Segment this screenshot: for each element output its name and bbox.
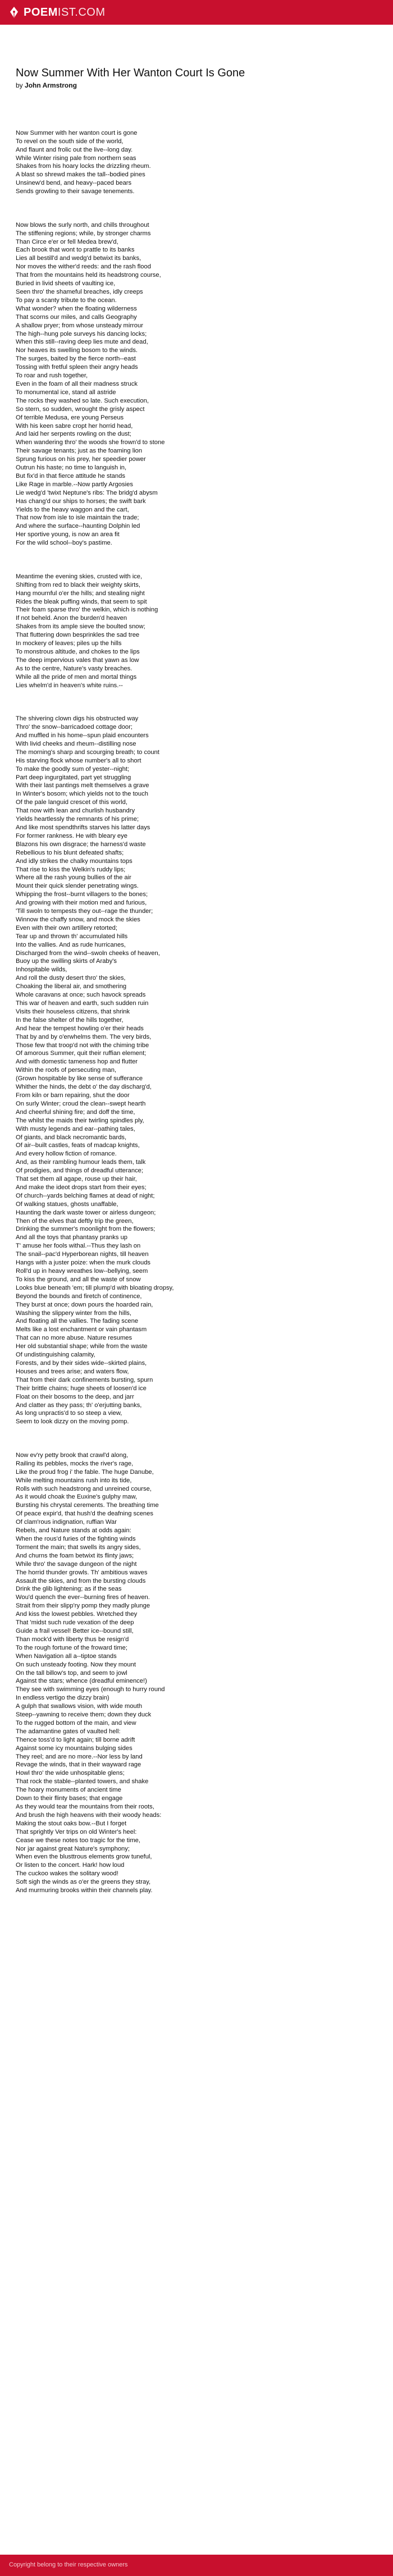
- poem-title: Now Summer With Her Wanton Court Is Gone: [16, 67, 245, 79]
- stanza: Now Summer with her wanton court is gone To revel on the south side of the world, And flaunt and frolic out the live--long day. While Winter rising pale from northern seas Shakes from his hoary locks the drizzling rheum. A blast so shrewd makes the tall--bodied pines Unsinew'd bend, and heavy--paced bears Sends growling to their savage tenements.: [16, 129, 151, 195]
- by-label: by: [16, 81, 23, 89]
- site-footer: [0, 2555, 393, 2576]
- stanza: The shivering clown digs his obstructed way Thro' the snow--barricadoed cottage door; And muffled in his home--spun plaid encounters With livid cheeks and rheum--distilling nose The morning's sharp and scourging breath; to count His starving flock whose number's all to short To make the goodly sum of yester--night; Part deep ingurgitated, part yet struggling With their last pantings melt themselves a grave In Winter's bosom; which yields not to the touch Of the pale languid crescet of this world, That now with lean and churlish husbandry Yields heartlessly the remnants of his prime; And like most spendthrifts starves his latter days For former rankness. He with bleary eye Blazons his own disgrace; the harness'd waste Rebellious to his blunt defeated shafts; And idly strikes the chalky mountains tops That rise to kiss the Welkin's ruddy lips; Where all the rash young bullies of the air Mount their quick slender penetrating wings. Whipping the frost--burnt villagers to the bones; And growing with their motion med and furious, 'Till swoln to tempests they out--rage the thunder; Winnow the chaffy snow, and mock the skies Even with their own artillery retorted; Tear up and thrown th' accumulated hills Into the vallies. And as rude hurricanes, Discharged from the wind--swoln cheeks of heaven, Buoy up the swilling skirts of Araby's Inhospitable wilds, And roll the dusty desert thro' the skies, Choaking the liberal air, and smothering Whole caravans at once; such havock spreads This war of heaven and earth, such sudden ruin Visits their houseless citizens, that shrink In the false shelter of the hills together, And hear the tempest howling o'er their heads That by and by o'erwhelms them. The very birds, Those few that troop'd not with the chiming tribe Of amorous Summer, quit their ruffian element; And with domestic tameness hop and flutter Within the roofs of persecuting man, (Grown hospitable by like sense of sufferance Whither the hinds, the debt o' the day discharg'd, From kiln or barn repairing, shut the door On surly Winter; croud the clean--swept hearth And cheerful shining fire; and doff the time, The whilst the maids their twirling spindles ply, With musty legends and ear--pathing tales, Of giants, and black necromantic bards, Of air--built castles, feats of madcap knights, And every hollow fiction of romance. And, as their rambling humour leads them, talk Of prodigies, and things of dreadful utterance; That set them all agape, rouse up their hair, And make the ideot drops start from their eyes; Of church--yards belching flames at dead of night; Of walking statues, ghosts unaffable, Haunting the dark waste tower or airless dungeon; Then of the elves that deftly trip the green, Drinking the summer's moonlight from the flowers; And all the toys that phantasy pranks up T' amuse her fools withal.--Thus they lash on The snail--pac'd Hyperborean nights, till heaven Hangs with a juster poize: when the murk clouds Roll'd up in heavy wreathes low--bellying, seem To kiss the ground, and all the waste of snow Looks blue beneath 'em; till plump'd with bloating dropsy, Beyond the bounds and firetch of continence, They burst at once; down pours the hoarded rain, Washing the slippery winter from the hills, And floating all the vallies. The fading scene Melts like a lost enchantment or vain phantasm That can no more abuse. Nature resumes Her old substantial shape; while from the waste Of undistinguishing calamity, Forests, and by their sides wide--skirted plains, Houses and trees arise; and waters flow, That from their dark confinements bursting, spurn Their brittle chains; huge sheets of loosen'd ice Float on their bosoms to the deep, and jarr And clatter as they pass; th' o'erjutting banks, As long unpractis'd to so steep a view, Seem to look dizzy on the moving pomp.: [16, 715, 174, 1426]
- poem-content: [16, 66, 353, 1912]
- pen-nib-icon: [8, 6, 20, 19]
- byline: [16, 81, 353, 90]
- stanza: Now blows the surly north, and chills throughout The stiffening regions; while, by stronger charms Than Circe e'er or fell Medea brew'd, Each brook that wont to prattle to its banks Lies all bestill'd and wedg'd betwixt its banks, Nor moves the wither'd reeds: and the rash flood That from the mountains held its headstrong course, Buried in livid sheets of vaulting ice, Seen thro' the shameful breaches, idly creeps To pay a scanty tribute to the ocean. What wonder? when the floating wilderness That scorns our miles, and calls Geography A shallow pryer; from whose unsteady mirrour The high--hung pole surveys his dancing locks; When this still--raving deep lies mute and dead, Nor heaves its swelling bosom to the winds. The surges, baited by the fierce north--east Tossing with fretful spleen their angry heads To roar and rush together, Even in the foam of all their madness struck To monumental ice, stand all astride The rocks they washed so late. Such execution, So stern, so sudden, wrought the grisly aspect Of terrible Medusa, ere young Perseus With his keen sabre cropt her horrid head, And laid her serpents rowling on the dust; When wandering thro' the woods she frown'd to stone Their savage tenants; just as the foaming lion Sprung furious on his prey, her speedier power Outrun his haste; no time to languish in, But fix'd in that fierce attitude he stands Like Rage in marble.--Now partly Argosies Lie wedg'd 'twixt Neptune's ribs: The bridg'd abysm Has chang'd our ships to horses; the swift bark Yields to the heavy waggon and the cart, That now from isle to isle maintain the trade; And where the surface--haunting Dolphin led Her sportive young, is now an area fit For the wild school--boy's pastime.: [16, 221, 165, 547]
- copyright-text: Copyright belong to their respective owners: [9, 2561, 128, 2568]
- site-header: [0, 0, 393, 25]
- author-link[interactable]: John Armstrong: [25, 81, 77, 89]
- brand-bold: POEM: [24, 6, 58, 19]
- stanza: Now ev'ry petty brook that crawl'd along, Railing its pebbles, mocks the river's rage, Like the proud frog i' the fable. The huge Danube, While melting mountains rush into its tide, Rolls with such headstrong and unreined course, As it would choak the Euxine's gulphy maw, Bursting his chrystal cerements. The breathing time Of peace expir'd, that hush'd the deafning scenes Of clam'rous indignation, ruffian War Rebels, and Nature stands at odds again: When the rous'd furies of the fighting winds Torment the main; that swells its angry sides, And churns the foam betwixt its flinty jaws; While thro' the savage dungeon of the night The horrid thunder growls. Th' ambitious waves Assault the skies, and from the bursting clouds Drink the glib lightening; as if the seas Wou'd quench the ever--burning fires of heaven. Strait from their slipp'ry pomp they madly plunge And kiss the lowest pebbles. Wretched they That 'midst such rude vexation of the deep Guide a frail vessel! Better ice--bound still, Than mock'd with liberty thus be resign'd To the rough fortune of the froward time; When Navigation all a--tiptoe stands On such unsteady footing. Now they mount On the tall billow's top, and seem to jowl Against the stars; whence (dreadful eminence!) They see with swimming eyes (enough to hurry round In endless vertigo the dizzy brain) A gulph that swallows vision, with wide mouth Steep--yawning to receive them; down they duck To the rugged bottom of the main, and view The adamantine gates of vaulted hell: Thence toss'd to light again; till borne adrift Against some icy mountains bulging sides They reel; and are no more.--Nor less by land Revage the winds, that in their wayward rage Howl thro' the wide unhospitable glens; That rock the stable--planted towers, and shake The hoary monuments of ancient time Down to their flinty bases; that engage As they would tear the mountains from their roots, And brush the high heavens with their woody heads: Making the stout oaks bow.--But I forget That sprightly Ver trips on old Winter's heel: Cease we these notes too tragic for the time, Nor jar against great Nature's symphony; When even the blusttrous elements grow tuneful, Or listen to the concert. Hark! how loud The cuckoo wakes the solitary wood! Soft sigh the winds as o'er the greens they stray, And murmuring brooks within their channels play.: [16, 1451, 165, 1894]
- brand-thin: IST.COM: [57, 6, 106, 19]
- stanza: Meantime the evening skies, crusted with ice, Shifting from red to black their weighty skirts, Hang mournful o'er the hills; and stealing night Rides the bleak puffing winds, that seem to spit Their foam sparse thro' the welkin, which is nothing If not beheld. Anon the burden'd heaven Shakes from its ample sieve the boulted snow; That fluttering down besprinkles the sad tree In mockery of leaves; piles up the hills To monstrous altitude, and chokes to the lips The deep impervious vales that yawn as low As to the centre, Nature's vasty breaches. While all the pride of men and mortal things Lies whelm'd in heaven's white ruins.--: [16, 573, 158, 689]
- poem-body: [16, 112, 353, 1912]
- site-logo[interactable]: [8, 6, 106, 19]
